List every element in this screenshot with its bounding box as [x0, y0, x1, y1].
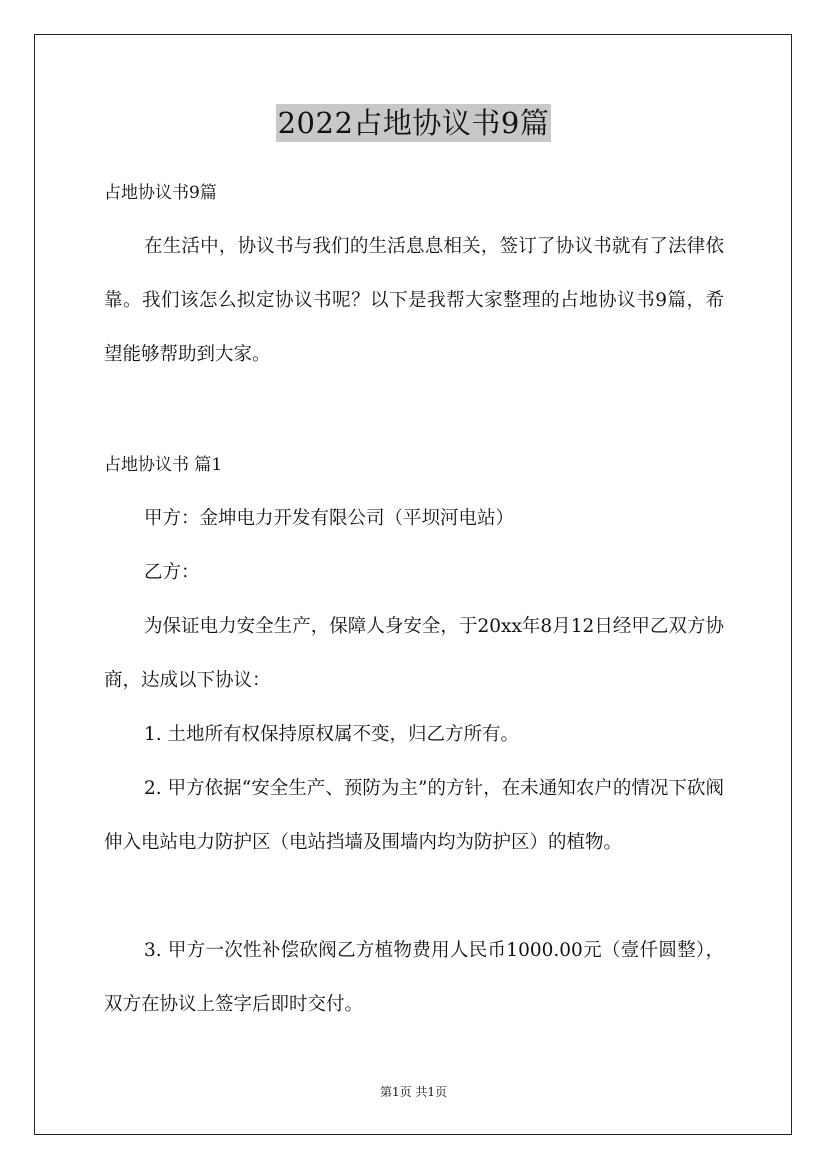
document-subtitle: 占地协议书9篇	[104, 183, 217, 203]
clause-2: 2. 甲方依据“安全生产、预防为主”的方针，在未通知农户的情况下砍阀伸入电站电力防护区（电站挡墙及围墙内均为防护区）的植物。	[104, 778, 724, 853]
page-number: 第1页 共1页	[379, 1085, 448, 1099]
intro-paragraph: 在生活中，协议书与我们的生活息息相关，签订了协议书就有了法律依靠。我们该怎么拟定协议书呢？以下是我帮大家整理的占地协议书9篇，希望能够帮助到大家。	[104, 236, 724, 365]
party-a-line: 甲方：金坤电力开发有限公司（平坝河电站）	[144, 508, 515, 529]
clause-1: 1. 土地所有权保持原权属不变，归乙方所有。	[144, 724, 520, 745]
page-footer	[0, 1083, 827, 1101]
document-title-text: 2022占地协议书9篇	[277, 106, 550, 140]
section-heading-1: 占地协议书 篇1	[104, 455, 223, 475]
clause-3: 3. 甲方一次性补偿砍阀乙方植物费用人民币1000.00元（壹仟圆整），双方在协议上签字后即时交付。	[104, 940, 724, 1015]
document-title	[0, 104, 827, 142]
purpose-paragraph: 为保证电力安全生产，保障人身安全，于20xx年8月12日经甲乙双方协商，达成以下协议：	[104, 616, 724, 691]
party-b-line: 乙方：	[144, 562, 200, 583]
